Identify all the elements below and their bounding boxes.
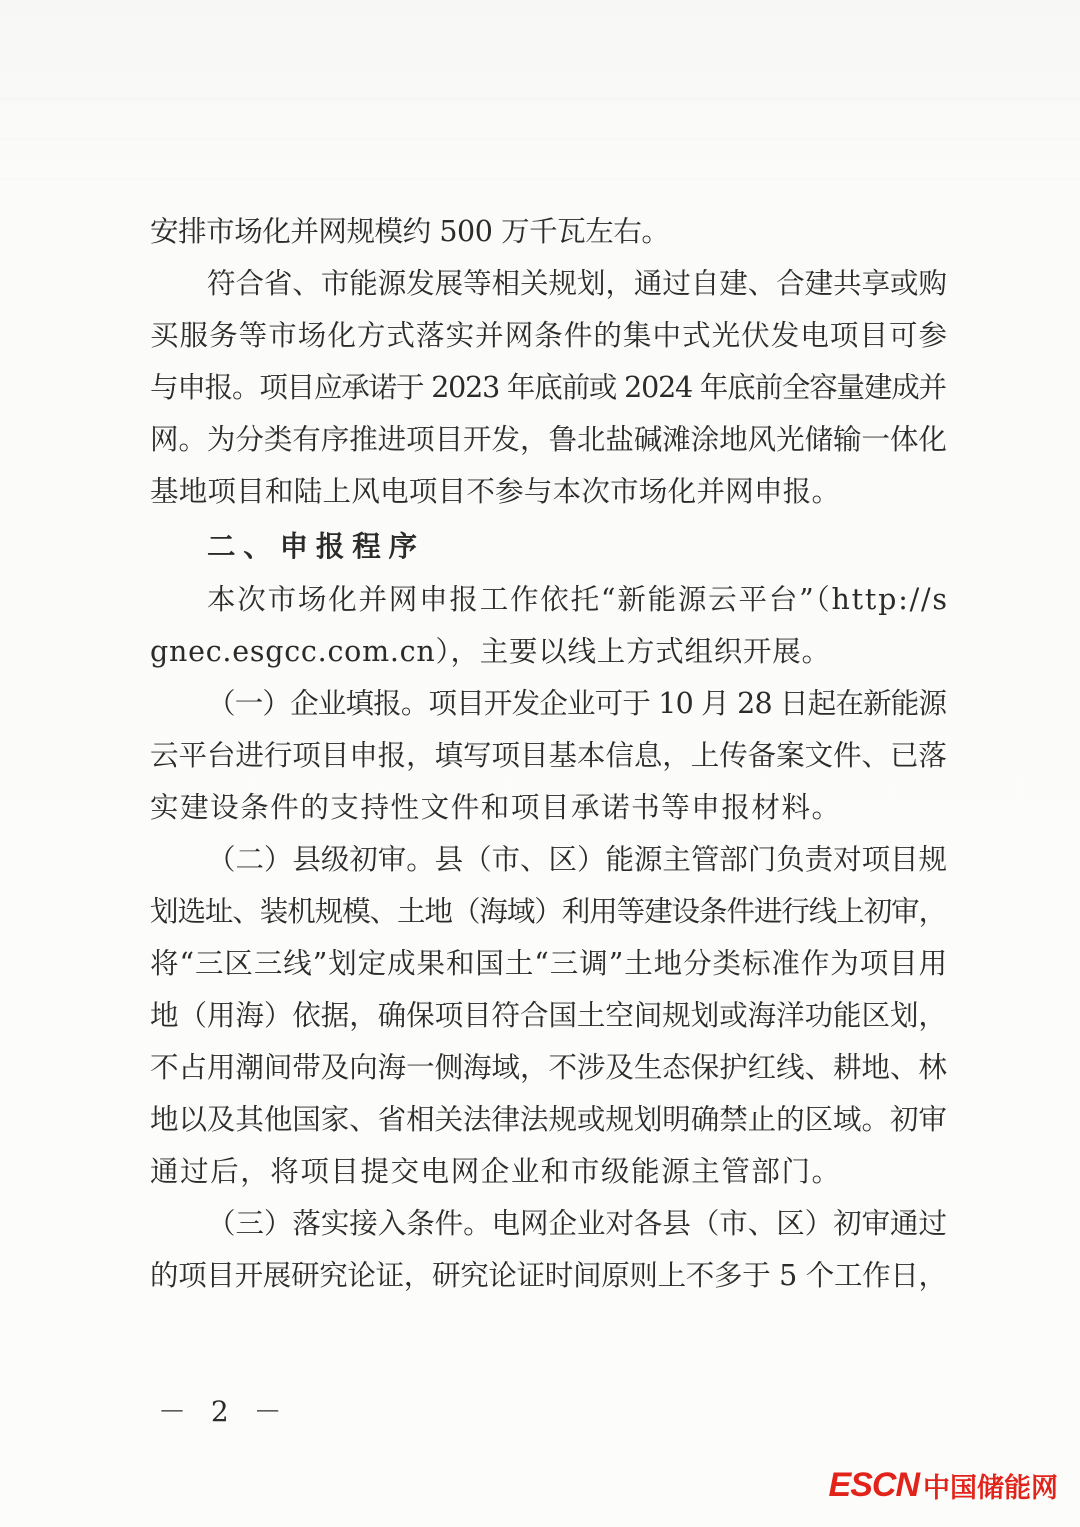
- text-line-16: 地（用海）依据，确保项目符合国土空间规划或海洋功能区划，: [150, 999, 947, 1032]
- text-line-15: 将“三区三线”划定成果和国土“三调”土地分类标准作为项目用: [150, 947, 949, 980]
- text-line-18: 地以及其他国家、省相关法律法规或规划明确禁止的区域。初审: [150, 1103, 947, 1136]
- text-line-21: 的项目开展研究论证，研究论证时间原则上不多于 5 个工作日，: [150, 1259, 947, 1292]
- text-line-12: 实建设条件的支持性文件和项目承诺书等申报材料。: [150, 791, 842, 824]
- text-line-19: 通过后，将项目提交电网企业和市级能源主管部门。: [150, 1155, 842, 1188]
- text-line-2: 符合省、市能源发展等相关规划，通过自建、合建共享或购: [207, 267, 947, 300]
- watermark-latin-text: ESCN: [828, 1465, 919, 1504]
- text-line-8: 本次市场化并网申报工作依托“新能源云平台”（http://s: [207, 583, 949, 616]
- page-number: － 2 －: [158, 1395, 290, 1428]
- text-line-6: 基地项目和陆上风电项目不参与本次市场化并网申报。: [150, 475, 841, 508]
- text-line-10: （一）企业填报。项目开发企业可于 10 月 28 日起在新能源: [207, 687, 947, 720]
- text-line-20: （三）落实接入条件。电网企业对各县（市、区）初审通过: [207, 1207, 947, 1240]
- text-line-1: 安排市场化并网规模约 500 万千瓦左右。: [150, 215, 670, 248]
- text-line-5: 网。为分类有序推进项目开发，鲁北盐碱滩涂地风光储输一体化: [150, 423, 947, 456]
- escn-watermark: [829, 1465, 1058, 1505]
- scan-artifact: [0, 60, 1080, 200]
- text-line-11: 云平台进行项目申报，填写项目基本信息，上传备案文件、已落: [150, 739, 947, 772]
- text-line-13: （二）县级初审。县（市、区）能源主管部门负责对项目规: [207, 843, 947, 876]
- text-line-9: gnec.esgcc.com.cn），主要以线上方式组织开展。: [150, 635, 831, 668]
- text-line-17: 不占用潮间带及向海一侧海域，不涉及生态保护红线、耕地、林: [150, 1051, 947, 1084]
- section-heading-procedure: 二、申报程序: [207, 530, 425, 563]
- text-line-3: 买服务等市场化方式落实并网条件的集中式光伏发电项目可参: [150, 319, 949, 352]
- watermark-cjk-text: 中国储能网: [923, 1472, 1058, 1504]
- text-line-14: 划选址、装机规模、土地（海域）利用等建设条件进行线上初审，: [150, 895, 947, 928]
- text-line-4: 与申报。项目应承诺于 2023 年底前或 2024 年底前全容量建成并: [150, 371, 946, 404]
